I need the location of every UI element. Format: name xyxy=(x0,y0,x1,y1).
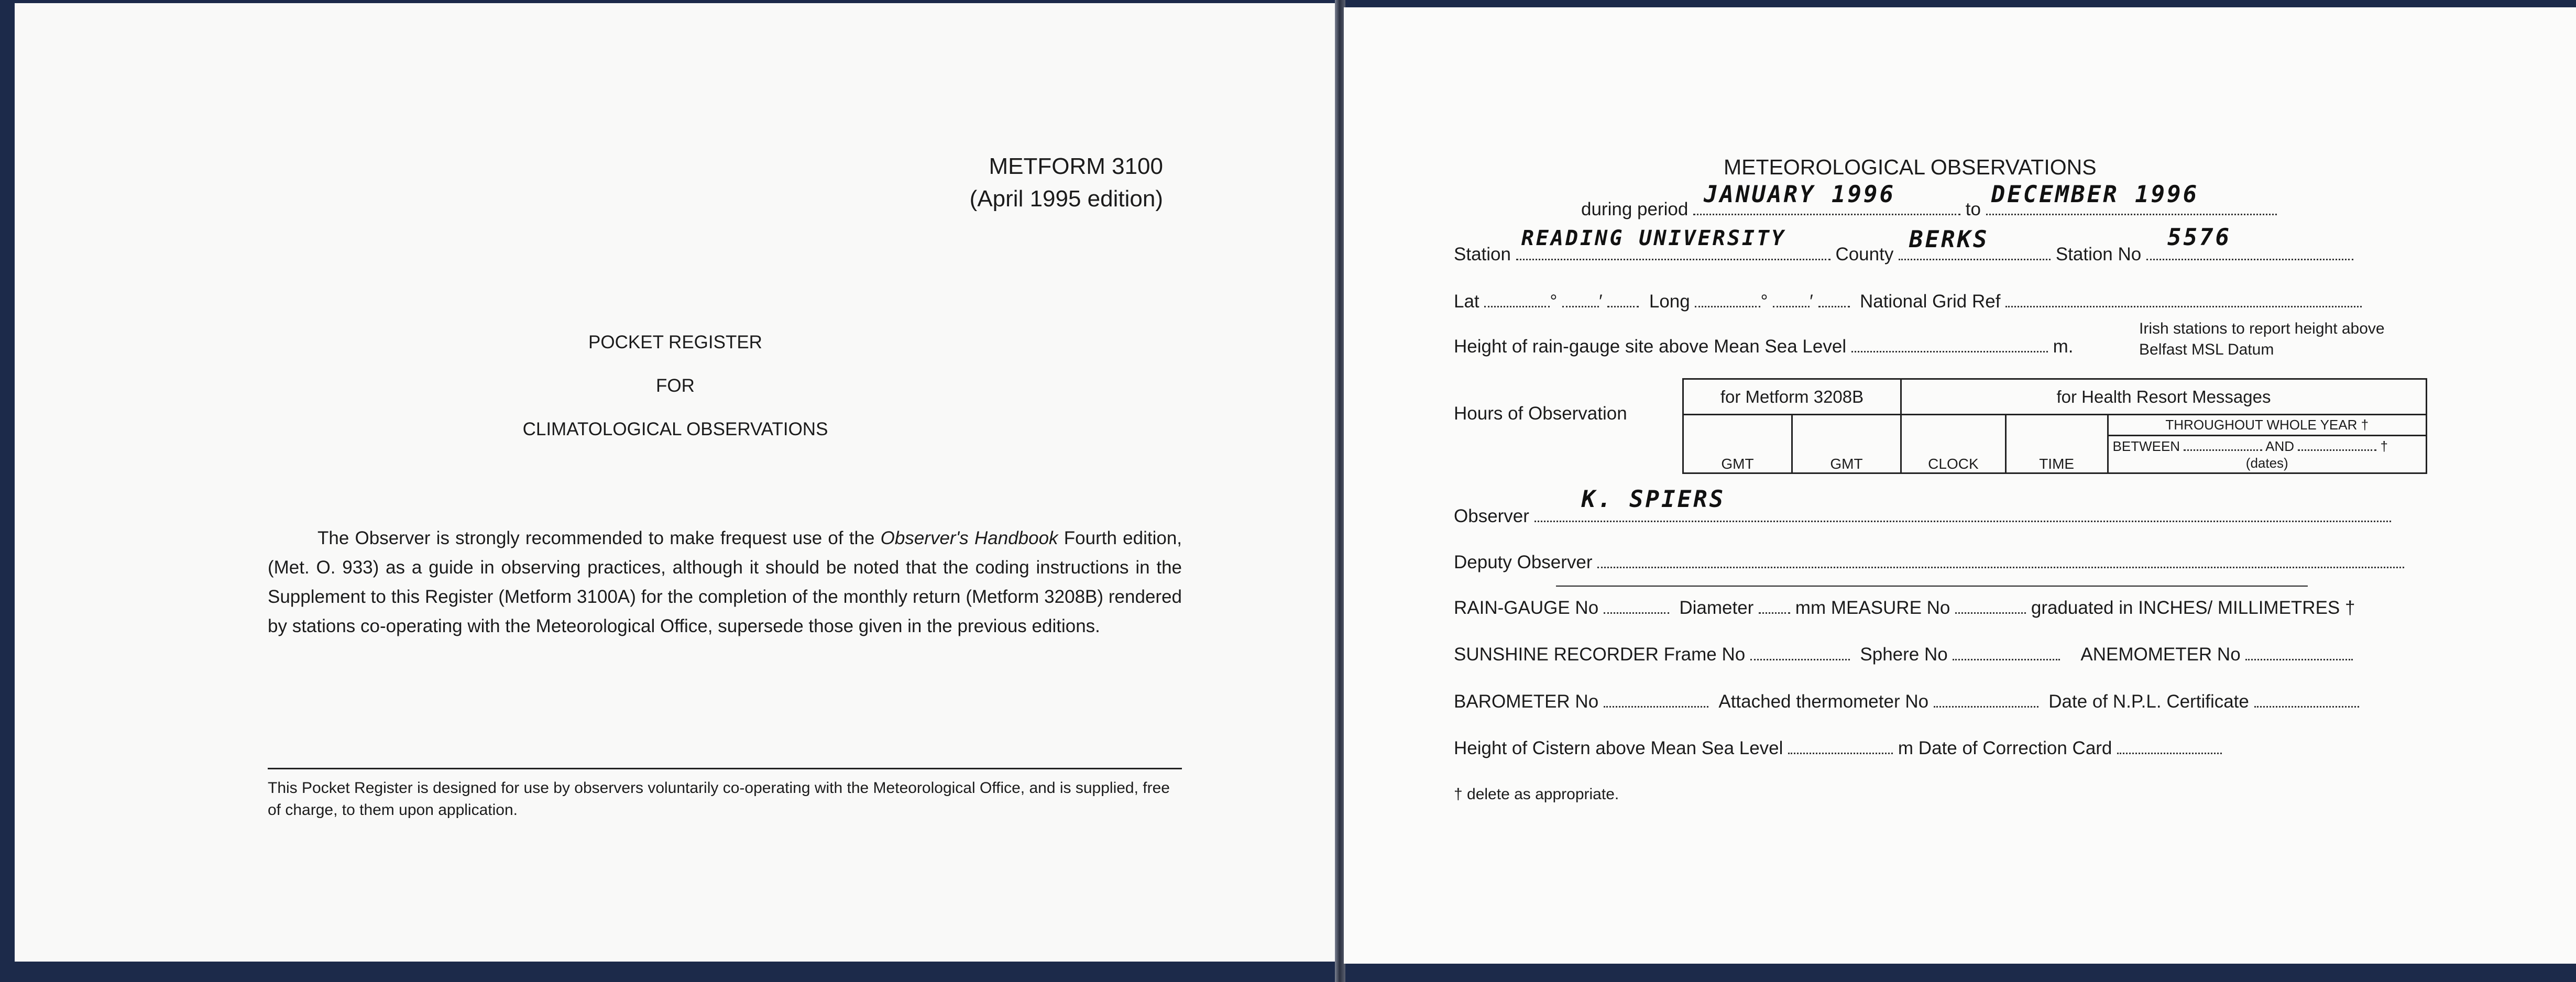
irish-note-line2: Belfast MSL Datum xyxy=(2139,341,2274,358)
between-dagger: † xyxy=(2380,438,2388,454)
period-to-value: DECEMBER 1996 xyxy=(1991,181,2199,208)
paragraph-part1: The Observer is strongly recommended to make frequest use of the xyxy=(317,528,881,548)
county-value: BERKS xyxy=(1909,226,1989,253)
measure-label: MEASURE No xyxy=(1830,598,1950,618)
grid-ref-label: National Grid Ref xyxy=(1859,291,2001,312)
long-degrees-field[interactable] xyxy=(1695,292,1760,307)
long-minutes-field[interactable] xyxy=(1773,292,1810,307)
health-header: for Health Resort Messages xyxy=(1901,379,2427,415)
lat-label: Lat xyxy=(1454,291,1479,312)
barometer-line xyxy=(1454,691,2359,712)
long-label: Long xyxy=(1649,291,1690,312)
gmt-label-1: GMT xyxy=(1721,456,1754,472)
attached-field[interactable] xyxy=(1934,692,2038,708)
deputy-line xyxy=(1454,552,2404,573)
county-label: County xyxy=(1835,244,1894,264)
station-label: Station xyxy=(1454,244,1511,264)
diameter-field[interactable] xyxy=(1759,599,1790,614)
form-number: METFORM 3100 xyxy=(989,153,1163,179)
attached-label: Attached thermometer No xyxy=(1718,691,1929,712)
instructions-paragraph xyxy=(268,524,1182,641)
clock-cell[interactable] xyxy=(1901,415,2006,473)
between-cell[interactable] xyxy=(2108,436,2426,473)
edition: (April 1995 edition) xyxy=(969,186,1163,212)
long-degree-symbol: ° xyxy=(1760,291,1768,312)
npl-label: Date of N.P.L. Certificate xyxy=(2048,691,2249,712)
footer-note: This Pocket Register is designed for use by observers voluntarily co-operating with the Meteorological Office, and is supplied, free of charge, to them upon application. xyxy=(268,779,1170,819)
sunshine-field[interactable] xyxy=(1750,645,1850,660)
observer-line xyxy=(1454,486,2391,527)
observer-label: Observer xyxy=(1454,506,1529,526)
rain-gauge-line xyxy=(1454,598,2355,619)
cistern-field[interactable] xyxy=(1788,739,1893,754)
lat-degrees-field[interactable] xyxy=(1484,292,1550,307)
station-value: READING UNIVERSITY xyxy=(1521,226,1786,250)
and-field[interactable] xyxy=(2298,440,2376,451)
npl-field[interactable] xyxy=(2254,692,2359,708)
period-to-label: to xyxy=(1965,199,1981,219)
lat-long-line xyxy=(1454,291,2362,312)
measure-field[interactable] xyxy=(1955,599,2026,614)
irish-note-line1: Irish stations to report height above xyxy=(2139,320,2385,337)
deputy-field[interactable] xyxy=(1597,553,2404,568)
gmt-cell-1[interactable] xyxy=(1683,415,1792,473)
height-label: Height of rain-gauge site above Mean Sea Level xyxy=(1454,336,1847,357)
observer-field[interactable] xyxy=(1534,486,2391,522)
and-label: AND xyxy=(2265,438,2295,454)
right-page xyxy=(1344,7,2576,964)
cistern-unit: m xyxy=(1898,738,1914,758)
correction-label: Date of Correction Card xyxy=(1918,738,2112,758)
rain-gauge-field[interactable] xyxy=(1604,599,1669,614)
station-no-value: 5576 xyxy=(2167,224,2231,251)
station-no-field[interactable] xyxy=(2146,224,2353,260)
sunshine-label: SUNSHINE RECORDER Frame No xyxy=(1454,644,1746,665)
hours-table xyxy=(1682,378,2427,474)
title-line1: POCKET REGISTER xyxy=(588,332,762,352)
gmt-label-2: GMT xyxy=(1830,456,1863,472)
lat-minutes-field[interactable] xyxy=(1562,292,1599,307)
footer-divider xyxy=(268,768,1182,769)
county-field[interactable] xyxy=(1899,226,2051,260)
lat-extra-field[interactable] xyxy=(1607,292,1639,307)
mm-label: mm xyxy=(1795,598,1826,618)
anemometer-label: ANEMOMETER No xyxy=(2080,644,2241,665)
between-field[interactable] xyxy=(2184,440,2262,451)
station-line xyxy=(1454,224,2353,265)
period-line xyxy=(1581,181,2277,220)
sunshine-line xyxy=(1454,644,2353,665)
diameter-label: Diameter xyxy=(1679,598,1754,618)
footnote: † delete as appropriate. xyxy=(1454,786,1619,803)
title-line2: FOR xyxy=(656,376,695,396)
between-label: BETWEEN xyxy=(2112,438,2180,454)
long-extra-field[interactable] xyxy=(1818,292,1850,307)
sphere-label: Sphere No xyxy=(1860,644,1948,665)
cistern-label: Height of Cistern above Mean Sea Level xyxy=(1454,738,1783,758)
handbook-title: Observer's Handbook xyxy=(880,528,1058,548)
paragraph-part2: Fourth edition, (Met. O. 933) as a guide in observing practices, although it should be noted that the coding instructions in the Supplement to this Register (Metform 3100A) for the completion of the monthly return (Metform 3208B) rendered by stations co-operating with the Meteorological Office, supersede those given in the previous editions. xyxy=(268,528,1182,636)
height-field[interactable] xyxy=(1851,337,2048,352)
deputy-label: Deputy Observer xyxy=(1454,552,1593,572)
station-field[interactable] xyxy=(1516,226,1830,260)
period-to-field[interactable] xyxy=(1986,181,2277,215)
title-line3: CLIMATOLOGICAL OBSERVATIONS xyxy=(522,419,828,439)
time-label: TIME xyxy=(2039,456,2075,472)
correction-field[interactable] xyxy=(2117,739,2222,754)
throughout-cell: THROUGHOUT WHOLE YEAR † xyxy=(2108,415,2426,436)
time-cell[interactable] xyxy=(2005,415,2108,473)
rain-gauge-label: RAIN-GAUGE No xyxy=(1454,598,1599,618)
dates-label: (dates) xyxy=(2245,455,2288,471)
metform-header: for Metform 3208B xyxy=(1683,379,1901,415)
form-title: METEOROLOGICAL OBSERVATIONS xyxy=(1724,155,2097,179)
lat-minute-symbol: ′ xyxy=(1599,291,1603,312)
height-unit: m. xyxy=(2053,336,2074,357)
barometer-field[interactable] xyxy=(1604,692,1708,708)
cistern-line xyxy=(1454,738,2222,759)
long-minute-symbol: ′ xyxy=(1810,291,1813,312)
station-no-label: Station No xyxy=(2055,244,2142,264)
graduated-label: graduated in INCHES/ MILLIMETRES † xyxy=(2031,598,2355,618)
height-line xyxy=(1454,336,2073,357)
sphere-field[interactable] xyxy=(1953,645,2060,660)
anemometer-field[interactable] xyxy=(2245,645,2353,660)
barometer-label: BAROMETER No xyxy=(1454,691,1599,712)
lat-degree-symbol: ° xyxy=(1550,291,1558,312)
grid-ref-field[interactable] xyxy=(2005,292,2362,307)
period-from-value: JANUARY 1996 xyxy=(1704,181,1895,208)
section-divider xyxy=(1556,586,2308,587)
period-from-field[interactable] xyxy=(1693,181,1960,215)
hours-label: Hours of Observation xyxy=(1454,403,1627,424)
observer-value: K. SPIERS xyxy=(1581,486,1726,513)
period-label: during period xyxy=(1581,199,1689,219)
left-page xyxy=(15,3,1336,962)
gmt-cell-2[interactable] xyxy=(1792,415,1901,473)
clock-label: CLOCK xyxy=(1928,456,1979,472)
